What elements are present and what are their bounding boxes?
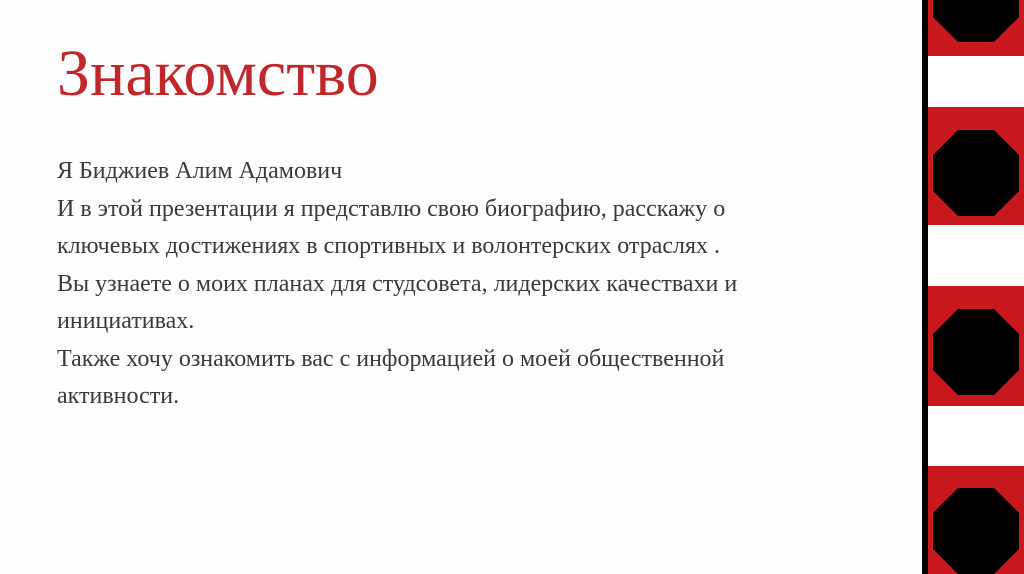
body-line: Вы узнаете о моих планах для студсовета, лидерских качествахи и — [57, 270, 738, 297]
slide-title: Знакомство — [57, 37, 379, 110]
octagon-icon — [933, 309, 1019, 395]
slide-body — [57, 153, 897, 416]
octagon-icon — [933, 488, 1019, 574]
body-line: инициативах. — [57, 308, 195, 334]
body-line: И в этой презентации я представлю свою биографию, расскажу о — [57, 195, 726, 222]
body-line: Я Биджиев Алим Адамович — [57, 158, 343, 184]
body-line: Также хочу ознакомить вас с информацией о моей общественной — [57, 345, 725, 372]
octagon-icon — [933, 130, 1019, 216]
decorative-strip — [922, 0, 1024, 574]
body-line: активности. — [57, 383, 180, 409]
body-line: ключевых достижениях в спортивных и волонтерских отраслях . — [57, 233, 721, 259]
